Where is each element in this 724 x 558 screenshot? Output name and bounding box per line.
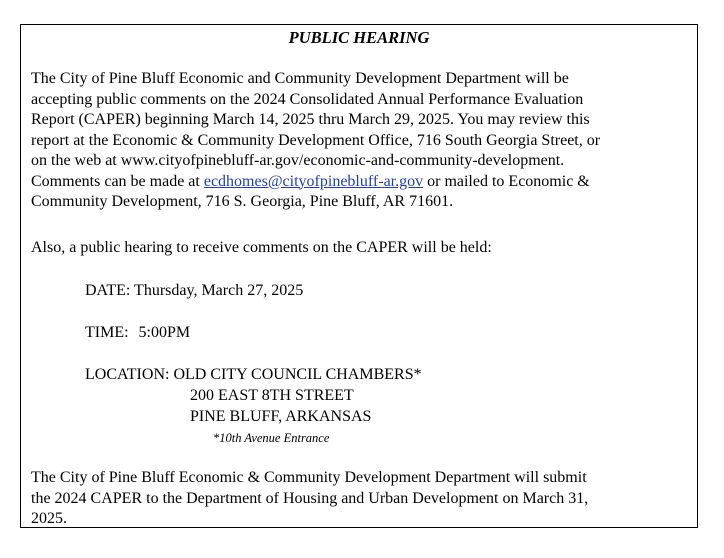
paragraph-line: report at the Economic & Community Development Office, 716 South Georgia Street, or [31, 131, 601, 149]
paragraph-line: The City of Pine Bluff Economic & Community Development Department will submit [31, 469, 587, 486]
location-line-2: 200 EAST 8TH STREET [190, 387, 354, 404]
location-label: LOCATION: [85, 366, 170, 383]
notice-paragraph-submission [31, 468, 691, 530]
date-label: DATE: [85, 282, 131, 299]
paragraph-line: Community Development, 716 S. Georgia, Pine Bluff, AR 71601. [31, 193, 454, 210]
paragraph-line: accepting public comments on the 2024 Consolidated Annual Performance Evaluation [31, 90, 584, 108]
hearing-time [85, 323, 190, 344]
paragraph-line: Report (CAPER) beginning March 14, 2025 thru March 29, 2025. You may review this [31, 111, 590, 128]
notice-title: PUBLIC HEARING [288, 28, 430, 47]
paragraph-line: the 2024 CAPER to the Department of Housing and Urban Development on March 31, [31, 489, 589, 507]
email-suffix-text: or mailed to Economic & [423, 172, 590, 190]
hearing-date [85, 281, 303, 302]
public-hearing-notice [20, 24, 698, 528]
notice-paragraph-hearing: Also, a public hearing to receive comments on the CAPER will be held: [31, 239, 492, 256]
email-prefix-text: Comments can be made at [31, 172, 204, 190]
paragraph-line: 2025. [31, 510, 67, 527]
paragraph-line: on the web at www.cityofpinebluff-ar.gov/economic-and-community-development. [31, 152, 565, 169]
paragraph-line: The City of Pine Bluff Economic and Community Development Department will be [31, 70, 569, 87]
email-link[interactable]: ecdhomes@cityofpinebluff-ar.gov [203, 172, 424, 190]
hearing-location [85, 365, 422, 386]
time-label: TIME: [85, 324, 129, 341]
location-line-3: PINE BLUFF, ARKANSAS [190, 408, 372, 425]
entrance-note: *10th Avenue Entrance [213, 431, 330, 445]
location-line-1: OLD CITY COUNCIL CHAMBERS* [173, 366, 422, 383]
time-value: 5:00PM [138, 324, 191, 341]
date-value: Thursday, March 27, 2025 [134, 282, 304, 299]
notice-paragraph-comments [31, 69, 691, 213]
paragraph-line-email [31, 172, 691, 193]
